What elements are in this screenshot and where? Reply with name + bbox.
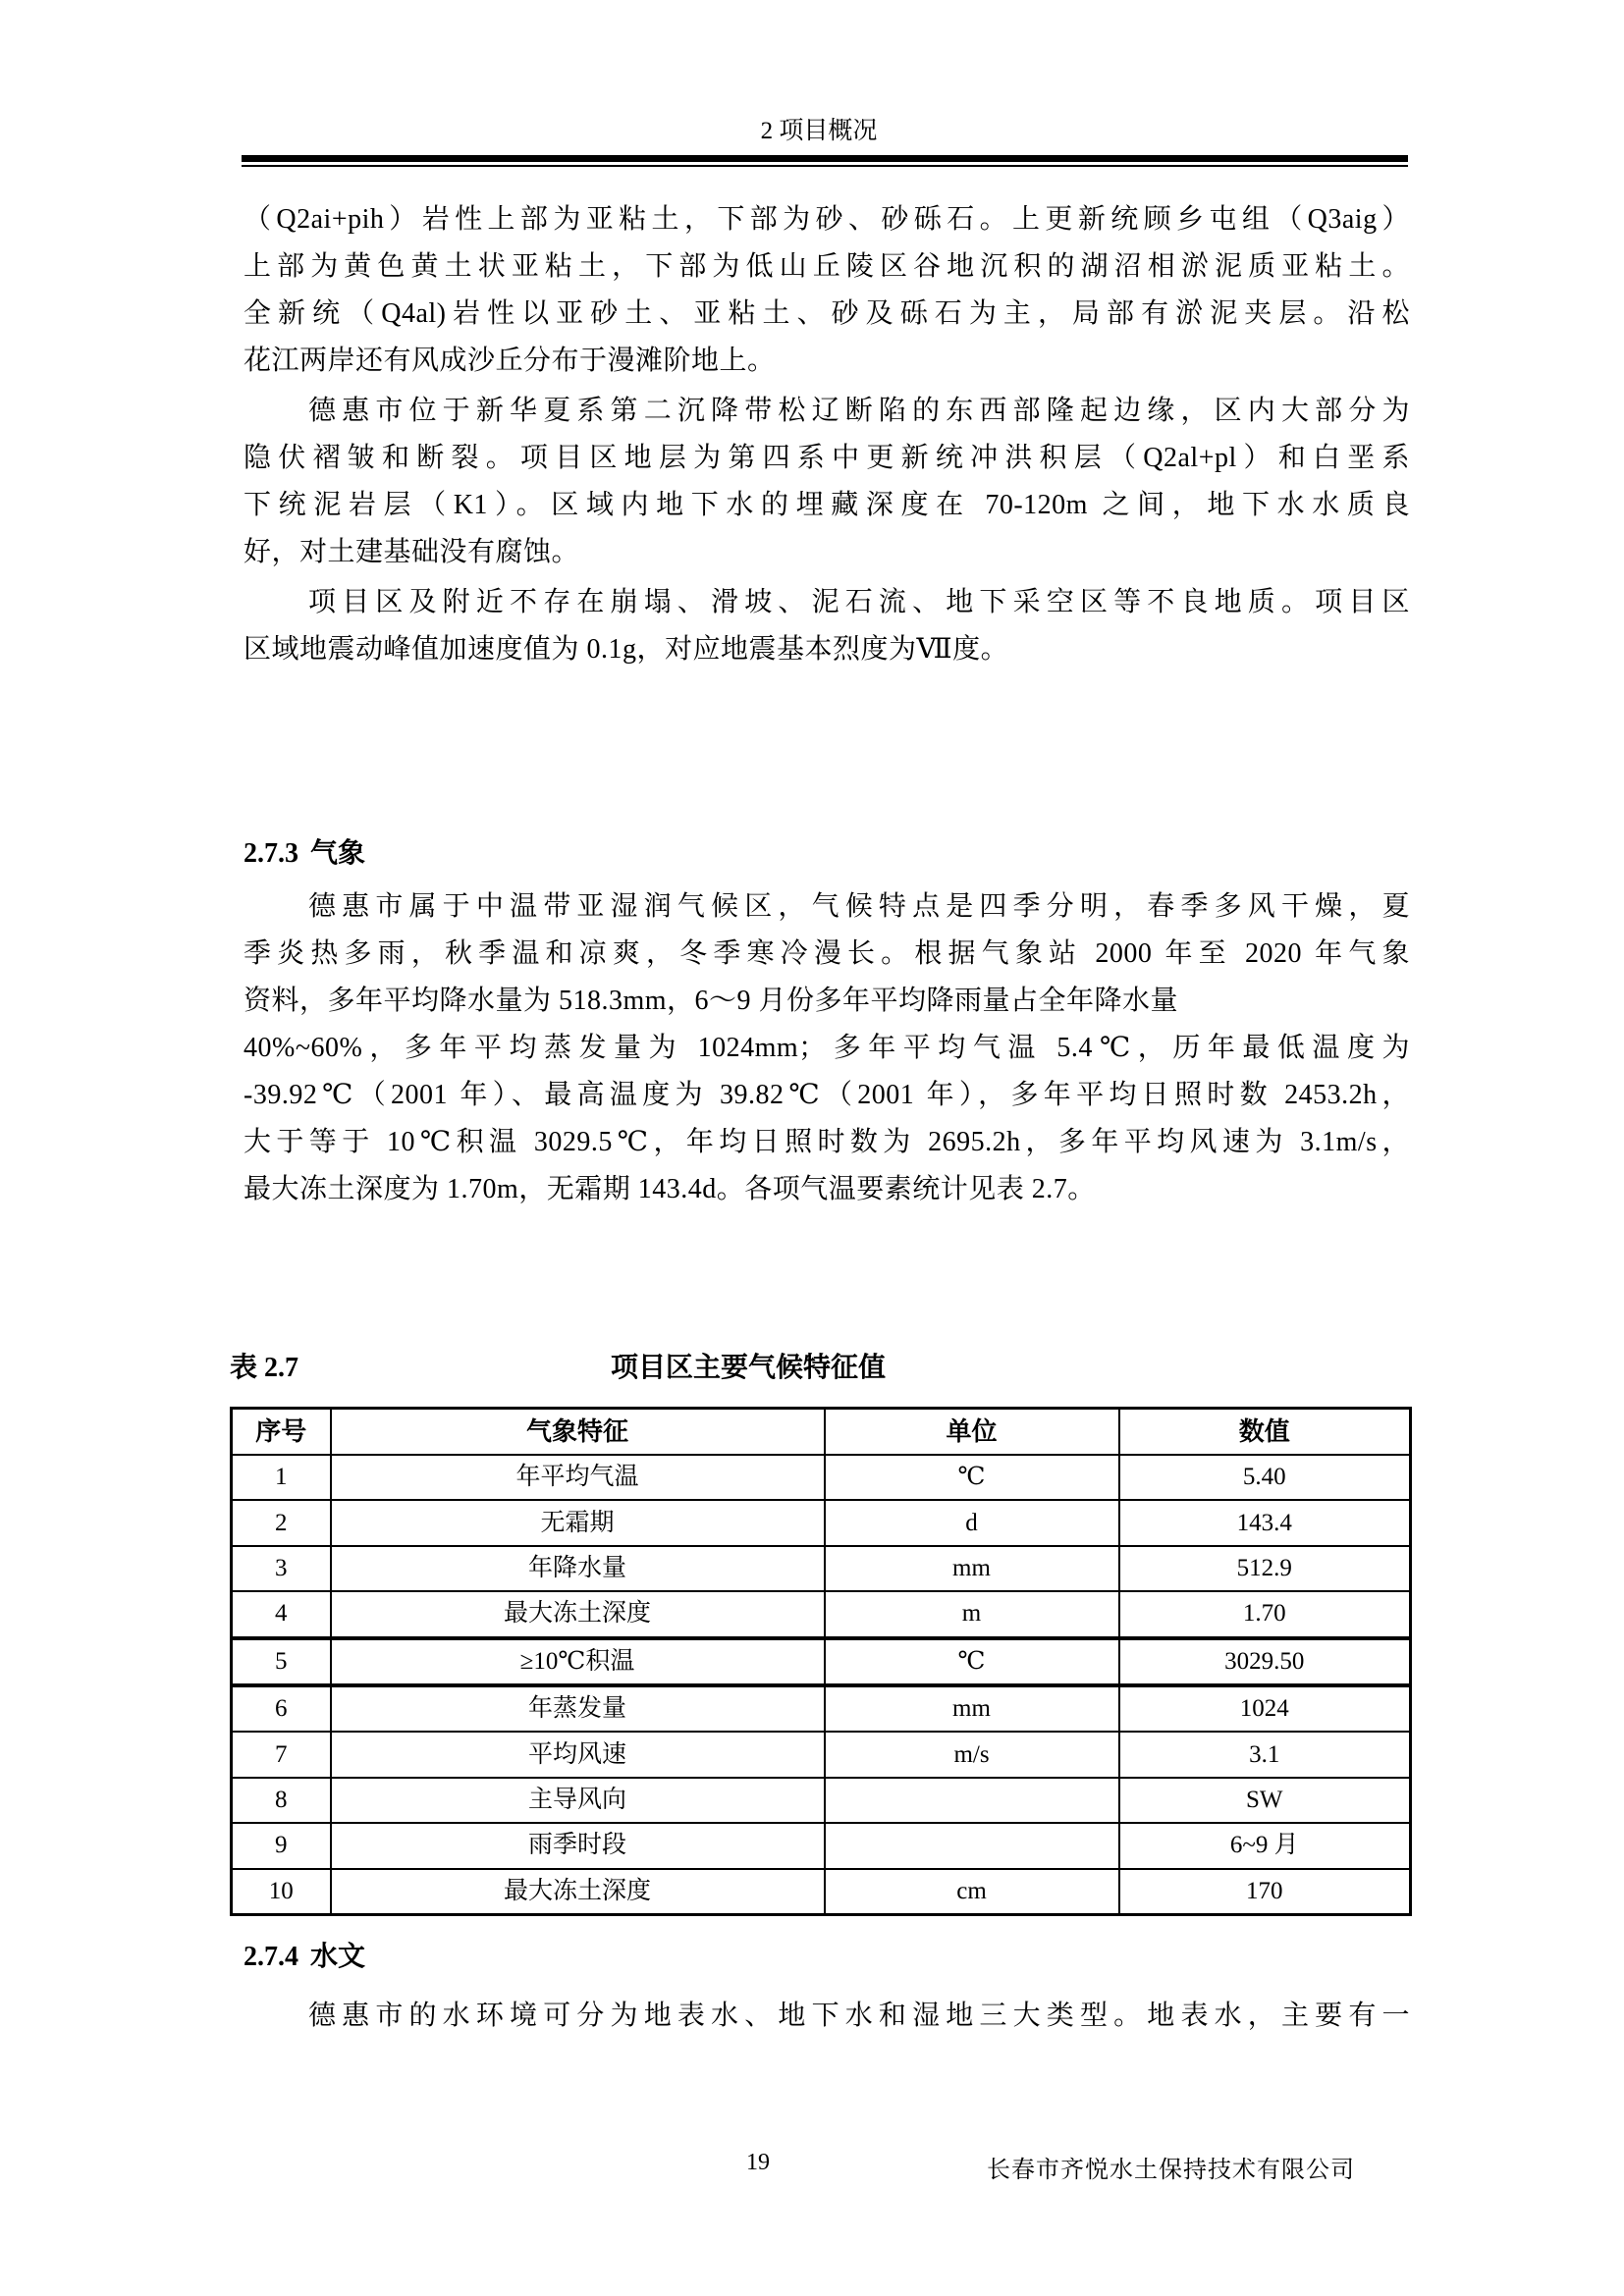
text-line: 全新统（Q4al)岩性以亚砂土、亚粘土、砂及砾石为主，局部有淤泥夹层。沿松 [244, 298, 1410, 329]
table-row [232, 1500, 1411, 1545]
text-line: 区域地震动峰值加速度值为 0.1g，对应地震基本烈度为Ⅶ度。 [244, 634, 1009, 665]
table-row [232, 1869, 1411, 1915]
column-header-value: 数值 [1119, 1409, 1411, 1456]
cell-value: 170 [1119, 1869, 1411, 1915]
paragraph-geology-strata [244, 196, 1410, 385]
cell-feature: 无霜期 [331, 1500, 825, 1545]
cell-index: 9 [232, 1823, 331, 1868]
paragraph-hydrology [244, 1993, 1410, 2040]
body-text-top [244, 196, 1410, 673]
cell-index: 3 [232, 1546, 331, 1591]
text-line: 好，对土建基础没有腐蚀。 [244, 537, 580, 567]
cell-value: 1.70 [1119, 1591, 1411, 1637]
section-hydrology [244, 1934, 1410, 2040]
table-row [232, 1455, 1411, 1500]
page-number: 19 [746, 2150, 770, 2175]
cell-unit: ℃ [825, 1638, 1119, 1685]
cell-value: 512.9 [1119, 1546, 1411, 1591]
cell-index: 7 [232, 1732, 331, 1777]
cell-unit: d [825, 1500, 1119, 1545]
text-line: 德惠市属于中温带亚湿润气候区，气候特点是四季分明，春季多风干燥，夏 [308, 891, 1410, 922]
section-heading-273 [244, 830, 1410, 878]
cell-value: 3029.50 [1119, 1638, 1411, 1685]
climate-table [230, 1407, 1412, 1916]
table-title: 项目区主要气候特征值 [611, 1353, 887, 1383]
cell-value: SW [1119, 1778, 1411, 1823]
table-row [232, 1732, 1411, 1777]
text-line: 项目区及附近不存在崩塌、滑坡、泥石流、地下采空区等不良地质。项目区 [308, 587, 1410, 617]
header-rule-thick [242, 155, 1408, 162]
paragraph-tectonics [244, 388, 1410, 576]
cell-feature: 主导风向 [331, 1778, 825, 1823]
column-header-feature: 气象特征 [331, 1409, 825, 1456]
cell-feature: 年降水量 [331, 1546, 825, 1591]
header-rule-thin [242, 165, 1408, 167]
section-number: 2.7.4 [244, 1942, 298, 1972]
cell-value: 5.40 [1119, 1455, 1411, 1500]
text-line: 德惠市位于新华夏系第二沉降带松辽断陷的东西部隆起边缘，区内大部分为 [308, 396, 1410, 426]
cell-value: 6~9 月 [1119, 1823, 1411, 1868]
cell-index: 10 [232, 1869, 331, 1915]
cell-value: 1024 [1119, 1685, 1411, 1732]
table-row [232, 1591, 1411, 1637]
cell-unit: cm [825, 1869, 1119, 1915]
cell-feature: 雨季时段 [331, 1823, 825, 1868]
text-line: 上部为黄色黄土状亚粘土，下部为低山丘陵区谷地沉积的湖沼相淤泥质亚粘土。 [244, 251, 1410, 282]
text-line: 德惠市的水环境可分为地表水、地下水和湿地三大类型。地表水，主要有一 [308, 2001, 1410, 2031]
cell-unit: ℃ [825, 1455, 1119, 1500]
cell-feature: 最大冻土深度 [331, 1591, 825, 1637]
cell-unit: m [825, 1591, 1119, 1637]
section-title: 气象 [310, 838, 366, 869]
text-line: （Q2ai+pih）岩性上部为亚粘土，下部为砂、砂砾石。上更新统顾乡屯组（Q3aig） [244, 204, 1410, 235]
cell-index: 6 [232, 1685, 331, 1732]
cell-unit [825, 1778, 1119, 1823]
table-row [232, 1778, 1411, 1823]
column-header-unit: 单位 [825, 1409, 1119, 1456]
text-line: 花江两岸还有风成沙丘分布于漫滩阶地上。 [244, 346, 776, 376]
table-header-row [232, 1409, 1411, 1456]
section-meteorology [244, 830, 1410, 1213]
table-row [232, 1638, 1411, 1685]
table-label: 表 2.7 [230, 1353, 299, 1383]
table-row [232, 1823, 1411, 1868]
cell-index: 8 [232, 1778, 331, 1823]
cell-feature: 平均风速 [331, 1732, 825, 1777]
cell-unit: mm [825, 1546, 1119, 1591]
table-row [232, 1685, 1411, 1732]
cell-index: 2 [232, 1500, 331, 1545]
paragraph-climate [244, 883, 1410, 1213]
cell-unit [825, 1823, 1119, 1868]
text-line: 最大冻土深度为 1.70m，无霜期 143.4d。各项气温要素统计见表 2.7。 [244, 1174, 1096, 1204]
text-line: 季炎热多雨，秋季温和凉爽，冬季寒冷漫长。根据气象站 2000 年至 2020 年气象 [244, 938, 1410, 969]
cell-value: 3.1 [1119, 1732, 1411, 1777]
text-line: 资料，多年平均降水量为 518.3mm，6～9 月份多年平均降雨量占全年降水量 [244, 986, 1179, 1016]
text-line: 下统泥岩层（K1）。区域内地下水的埋藏深度在 70-120m 之间，地下水水质良 [244, 490, 1410, 520]
cell-feature: ≥10℃积温 [331, 1638, 825, 1685]
footer-company: 长春市齐悦水土保持技术有限公司 [987, 2158, 1355, 2183]
cell-index: 5 [232, 1638, 331, 1685]
cell-unit: mm [825, 1685, 1119, 1732]
cell-index: 4 [232, 1591, 331, 1637]
column-header-index: 序号 [232, 1409, 331, 1456]
cell-feature: 年平均气温 [331, 1455, 825, 1500]
cell-feature: 最大冻土深度 [331, 1869, 825, 1915]
table-caption [230, 1347, 1408, 1390]
text-line: 40%~60%，多年平均蒸发量为 1024mm；多年平均气温 5.4℃，历年最低温度为 [244, 1033, 1410, 1063]
cell-value: 143.4 [1119, 1500, 1411, 1545]
table-row [232, 1546, 1411, 1591]
section-number: 2.7.3 [244, 838, 298, 869]
cell-feature: 年蒸发量 [331, 1685, 825, 1732]
text-line: 大于等于 10℃积温 3029.5℃，年均日照时数为 2695.2h，多年平均风速为 3.1m/s， [244, 1127, 1410, 1157]
cell-unit: m/s [825, 1732, 1119, 1777]
text-line: -39.92℃（2001 年）、最高温度为 39.82℃（2001 年），多年平均日照时数 2453.2h， [244, 1080, 1410, 1110]
running-header: 2 项目概况 [760, 118, 878, 144]
section-title: 水文 [310, 1942, 366, 1972]
cell-index: 1 [232, 1455, 331, 1500]
section-heading-274 [244, 1934, 1410, 1981]
text-line: 隐伏褶皱和断裂。项目区地层为第四系中更新统冲洪积层（Q2al+pl）和白垩系 [244, 443, 1410, 473]
paragraph-seismic [244, 579, 1410, 673]
